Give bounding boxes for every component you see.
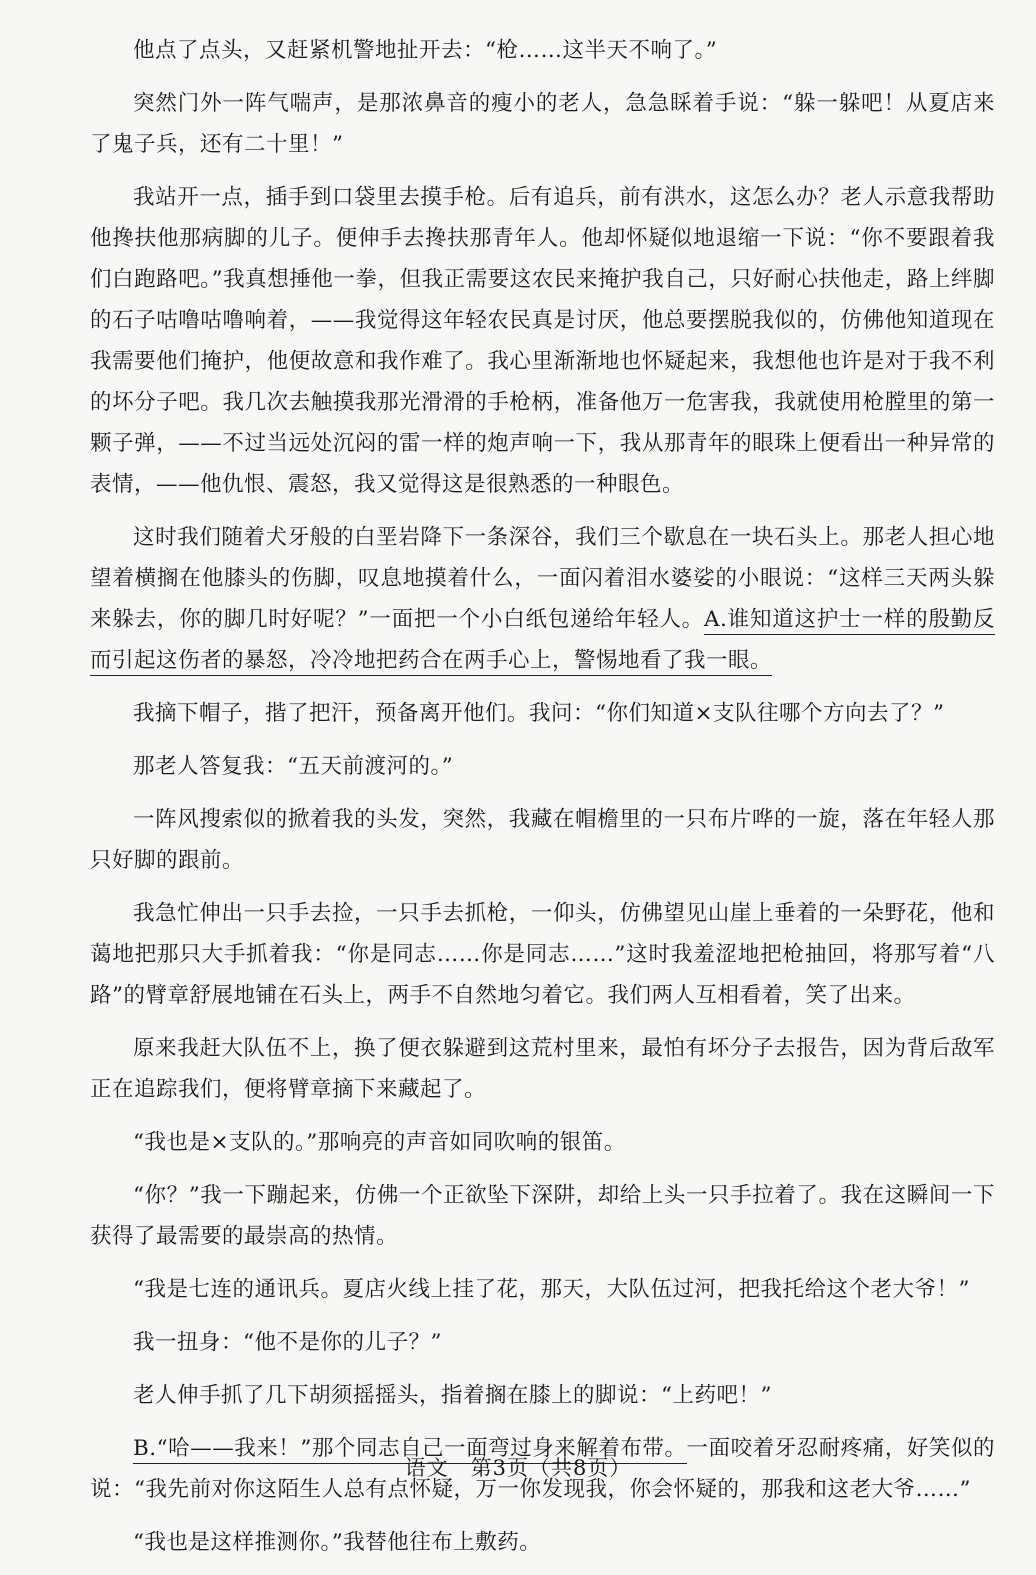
- paragraph: [90, 517, 995, 681]
- text-run: “我是七连的通讯兵。夏店火线上挂了花，那天，大队伍过河，把我托给这个老大爷！”: [133, 1277, 970, 1302]
- paragraph: [90, 1122, 995, 1163]
- text-run: 这时我们随着犬牙般的白垩岩降下一条深谷，我们三个歇息在一块石头上。那老人担心地望着横搁在他膝头的伤脚，叹息地摸着什么，一面闪着泪水婆娑的小眼说：“这样三天两头躲来躲去，你的脚几时好呢？”一面把一个小白纸包递给年轻人。: [90, 525, 995, 632]
- paragraph: [90, 30, 995, 71]
- text-run: 老人伸手抓了几下胡须摇摇头，指着搁在膝上的脚说：“上药吧！”: [133, 1383, 772, 1408]
- article-text: [90, 30, 995, 1575]
- paragraph: [90, 1175, 995, 1257]
- text-run: 原来我赶大队伍不上，换了便衣躲避到这荒村里来，最怕有坏分子去报告，因为背后敌军正在追踪我们，便将臂章摘下来藏起了。: [90, 1036, 995, 1102]
- text-run: 我摘下帽子，揩了把汗，预备离开他们。我问：“你们知道×支队往哪个方向去了？”: [133, 701, 945, 726]
- text-run: 那老人答复我：“五天前渡河的。”: [133, 754, 454, 779]
- text-run: 一阵风搜索似的掀着我的头发，突然，我藏在帽檐里的一只布片哗的一旋，落在年轻人那只好脚的跟前。: [90, 807, 995, 873]
- paragraph: [90, 83, 995, 165]
- paragraph: [90, 799, 995, 881]
- text-run: 一面咬着牙忍耐疼痛，好笑似的说：“我先前对你这陌生人总有点怀疑，万一你发现我，你会怀疑的，那我和这老大爷……”: [90, 1436, 995, 1502]
- underlined-sentence: B.“哈——我来！”那个同志自己一面弯过身来解着布带。: [133, 1436, 687, 1464]
- paragraph: [90, 746, 995, 787]
- paragraph: [90, 693, 995, 734]
- text-run: “我也是这样推测你。”我替他往布上敷药。: [133, 1530, 542, 1555]
- text-run: 突然门外一阵气喘声，是那浓鼻音的瘦小的老人，急急睬着手说：“躲一躲吧！从夏店来了鬼子兵，还有二十里！”: [90, 91, 995, 157]
- text-run: “我也是×支队的。”那响亮的声音如同吹响的银笛。: [133, 1130, 626, 1155]
- text-run: 我一扭身：“他不是你的儿子？”: [133, 1330, 442, 1355]
- page-footer: 语文 第3页（共8页）: [404, 1456, 632, 1480]
- paragraph: [90, 1322, 995, 1363]
- paragraph: [90, 1269, 995, 1310]
- underlined-sentence: A.谁知道这护士一样的殷勤反而引起这伤者的暴怒，冷冷地把药合在两手心上，警惕地看了我一眼。: [90, 607, 995, 676]
- text-run: 我急忙伸出一只手去捡，一只手去抓枪，一仰头，仿佛望见山崖上垂着的一朵野花，他和蔼地把那只大手抓着我：“你是同志……你是同志……”这时我羞涩地把枪抽回，将那写着“八路”的臂章舒展地铺在石头上，两手不自然地匀着它。我们两人互相看着，笑了出来。: [90, 901, 995, 1008]
- paragraph: [90, 177, 995, 505]
- text-run: 他点了点头，又赶紧机警地扯开去：“枪……这半天不响了。”: [133, 38, 718, 63]
- text-run: 我站开一点，插手到口袋里去摸手枪。后有追兵，前有洪水，这怎么办？老人示意我帮助他搀扶他那病脚的儿子。便伸手去搀扶那青年人。他却怀疑似地退缩一下说：“你不要跟着我们白跑路吧。”我真想捶他一拳，但我正需要这农民来掩护我自己，只好耐心扶他走，路上绊脚的石子咕噜咕噜响着，——我觉得这年轻农民真是讨厌，他总要摆脱我似的，仿佛他知道现在我需要他们掩护，他便故意和我作难了。我心里渐渐地也怀疑起来，我想他也许是对于我不利的坏分子吧。我几次去触摸我那光滑滑的手枪柄，准备他万一危害我，我就使用枪膛里的第一颗子弹，——不过当远处沉闷的雷一样的炮声响一下，我从那青年的眼珠上便看出一种异常的表情，——他仇恨、震怒，我又觉得这是很熟悉的一种眼色。: [90, 185, 995, 497]
- paragraph: [90, 1028, 995, 1110]
- paragraph: [90, 893, 995, 1016]
- paragraph: [90, 1375, 995, 1416]
- text-run: “你？”我一下蹦起来，仿佛一个正欲坠下深阱，却给上头一只手拉着了。我在这瞬间一下获得了最需要的最崇高的热情。: [90, 1183, 995, 1249]
- paragraph: [90, 1522, 995, 1563]
